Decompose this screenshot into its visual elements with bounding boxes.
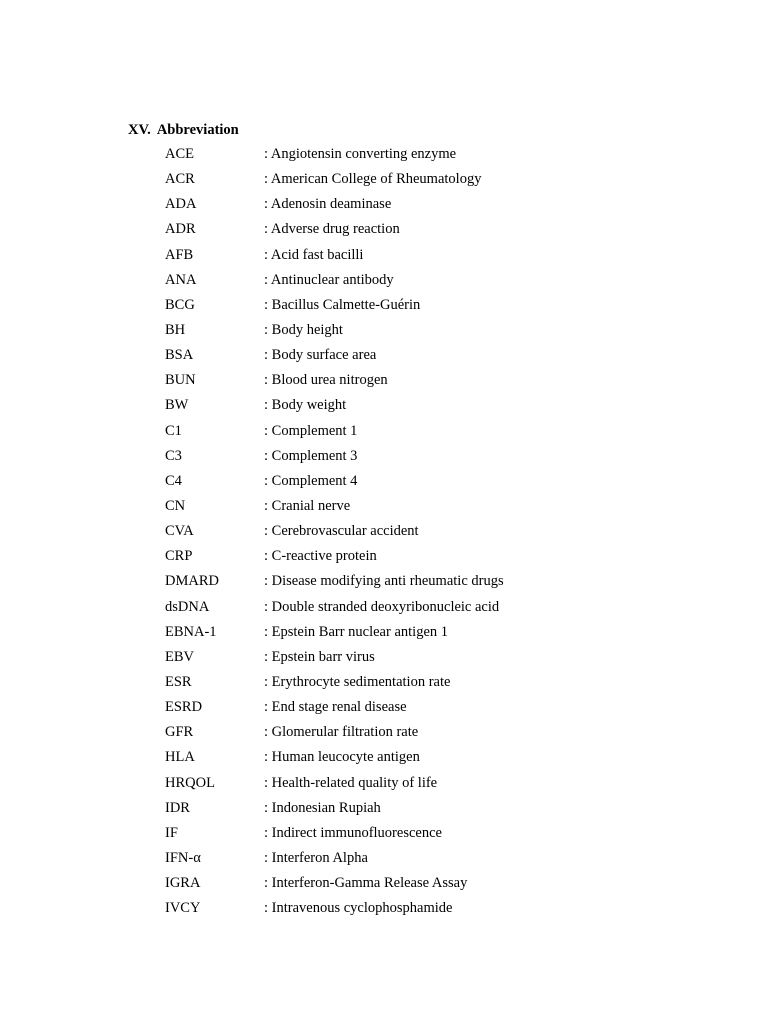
abbreviation-row [165, 370, 725, 395]
abbreviation-row [165, 471, 725, 496]
abbreviation-row [165, 496, 725, 521]
abbreviation-definition: : Adenosin deaminase [264, 196, 392, 213]
abbreviation-term: HLA [165, 749, 195, 766]
abbreviation-definition: : Interferon Alpha [264, 849, 368, 866]
abbreviation-definition: : Angiotensin converting enzyme [264, 146, 457, 162]
abbreviation-term: ACR [165, 171, 195, 188]
abbreviation-definition: : Cranial nerve [264, 497, 351, 514]
abbreviation-row [165, 446, 725, 471]
abbreviation-row [165, 521, 725, 546]
abbreviation-row [165, 873, 725, 898]
abbreviation-term: C4 [165, 472, 182, 489]
abbreviation-definition: : Body surface area [264, 347, 377, 364]
abbreviation-definition: : Complement 1 [264, 422, 358, 439]
abbreviation-term: C1 [165, 422, 182, 439]
abbreviation-definition: : Erythrocyte sedimentation rate [264, 673, 451, 690]
abbreviation-term: BSA [165, 347, 194, 364]
abbreviation-row [165, 722, 725, 747]
abbreviation-row [165, 697, 725, 722]
abbreviation-definition: : Body height [264, 321, 343, 338]
abbreviation-term: ADA [165, 196, 197, 213]
abbreviation-row [165, 672, 725, 697]
abbreviation-term: EBV [165, 648, 194, 665]
abbreviation-definition: : Double stranded deoxyribonucleic acid [264, 598, 500, 615]
abbreviation-definition: : Disease modifying anti rheumatic drugs [264, 573, 504, 590]
abbreviation-definition: : Complement 4 [264, 472, 358, 489]
abbreviation-term: ANA [165, 271, 197, 288]
abbreviation-definition: : Adverse drug reaction [264, 221, 400, 238]
abbreviation-row [165, 245, 725, 270]
abbreviation-term: C3 [165, 447, 182, 464]
abbreviation-row [165, 571, 725, 596]
abbreviation-definition: : Body weight [264, 397, 347, 414]
abbreviation-row [165, 798, 725, 823]
abbreviation-term: ESRD [165, 699, 203, 716]
abbreviation-definition: : Antinuclear antibody [264, 271, 394, 288]
section-heading [128, 120, 239, 140]
section-title: Abbreviation [156, 122, 239, 138]
abbreviation-term: ACE [165, 146, 194, 162]
abbreviation-row [165, 345, 725, 370]
abbreviation-definition: : Blood urea nitrogen [264, 372, 388, 389]
abbreviation-term: HRQOL [165, 774, 215, 791]
abbreviation-term: IFN-α [165, 849, 201, 866]
abbreviation-definition: : Indirect immunofluorescence [264, 824, 442, 841]
abbreviation-row [165, 395, 725, 420]
abbreviation-definition: : Health-related quality of life [264, 774, 438, 791]
abbreviation-row [165, 295, 725, 320]
abbreviation-definition: : Human leucocyte antigen [264, 749, 420, 766]
abbreviation-term: BCG [165, 296, 195, 313]
abbreviation-term: CRP [165, 548, 193, 565]
abbreviation-definition: : Bacillus Calmette-Guérin [264, 296, 421, 313]
abbreviation-term: IF [165, 824, 178, 841]
abbreviation-definition: : Glomerular filtration rate [264, 724, 419, 741]
abbreviation-definition: : Acid fast bacilli [264, 246, 364, 263]
abbreviation-row [165, 823, 725, 848]
abbreviation-definition: : Indonesian Rupiah [264, 799, 381, 816]
abbreviation-definition: : Intravenous cyclophosphamide [264, 900, 453, 917]
abbreviation-term: AFB [165, 246, 194, 263]
abbreviation-row [165, 647, 725, 672]
abbreviation-row [165, 597, 725, 622]
abbreviation-term: CVA [165, 523, 194, 540]
abbreviation-list [165, 144, 725, 923]
abbreviation-term: BW [165, 397, 189, 414]
abbreviation-row [165, 270, 725, 295]
abbreviation-definition: : C-reactive protein [264, 548, 377, 565]
abbreviation-term: IGRA [165, 875, 201, 892]
abbreviation-row [165, 421, 725, 446]
abbreviation-row [165, 169, 725, 194]
abbreviation-row [165, 747, 725, 772]
abbreviation-term: CN [165, 497, 186, 514]
abbreviation-term: DMARD [165, 573, 219, 590]
abbreviation-term: IDR [165, 799, 190, 816]
abbreviation-row [165, 320, 725, 345]
abbreviation-row [165, 848, 725, 873]
abbreviation-definition: : End stage renal disease [264, 699, 407, 716]
abbreviation-definition: : Epstein barr virus [264, 648, 375, 665]
abbreviation-row [165, 773, 725, 798]
abbreviation-definition: : Cerebrovascular accident [264, 523, 419, 540]
abbreviation-row [165, 622, 725, 647]
abbreviation-definition: : American College of Rheumatology [264, 171, 482, 188]
abbreviation-row [165, 546, 725, 571]
abbreviation-term: BH [165, 321, 186, 338]
abbreviation-row [165, 898, 725, 923]
abbreviation-definition: : Interferon-Gamma Release Assay [264, 875, 468, 892]
abbreviation-term: EBNA-1 [165, 623, 217, 640]
abbreviation-term: IVCY [165, 900, 201, 917]
abbreviation-term: dsDNA [165, 598, 210, 615]
abbreviation-term: ESR [165, 673, 192, 690]
section-number: XV. [128, 122, 151, 138]
abbreviation-term: ADR [165, 221, 196, 238]
abbreviation-row [165, 194, 725, 219]
abbreviation-term: GFR [165, 724, 194, 741]
abbreviation-row [165, 219, 725, 244]
abbreviation-definition: : Complement 3 [264, 447, 358, 464]
abbreviation-term: BUN [165, 372, 196, 389]
abbreviation-definition: : Epstein Barr nuclear antigen 1 [264, 623, 449, 640]
abbreviation-row [165, 144, 725, 169]
